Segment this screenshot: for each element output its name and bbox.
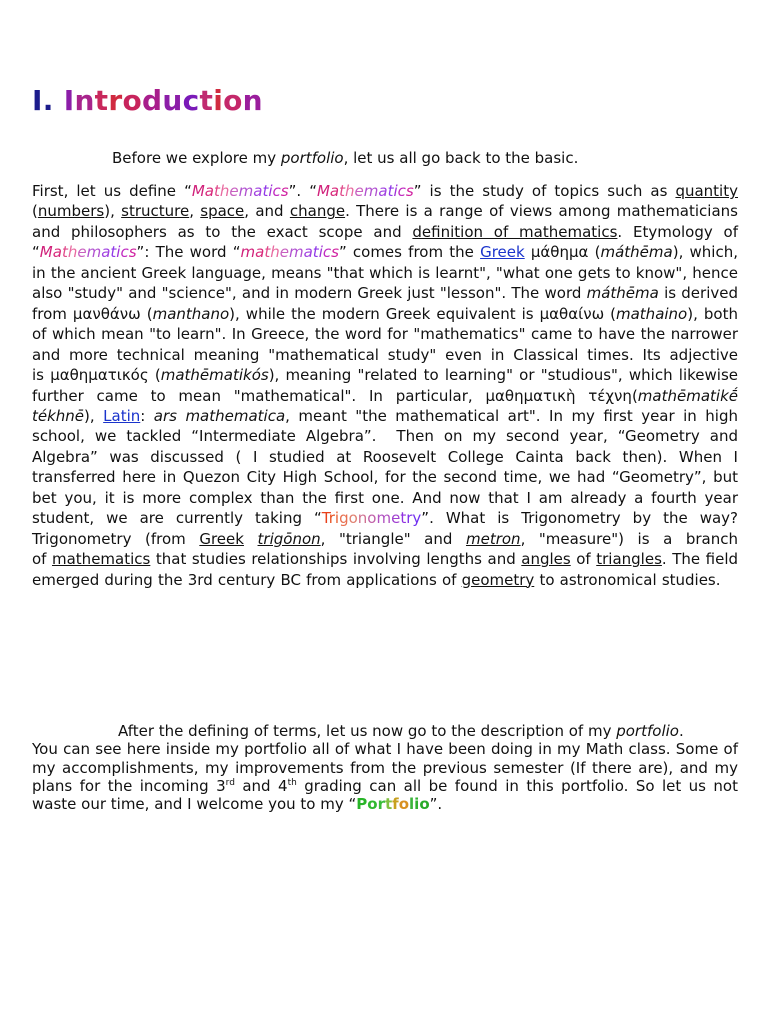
colored-letter: i — [116, 243, 121, 262]
intro-text-before: Before we explore my — [112, 149, 281, 167]
portfolio-description-paragraph — [32, 722, 738, 813]
italic-term: máthēma — [600, 243, 673, 262]
colored-letter: c — [397, 182, 406, 200]
text-run: . The field emerged during the 3rd century BC from applications of — [32, 550, 739, 589]
text-run: of — [570, 550, 597, 569]
text-run: , — [189, 202, 201, 221]
colored-letter: t — [312, 243, 319, 262]
page-title — [32, 84, 263, 117]
text-run: After the defining of terms, let us now go to the description of my — [118, 722, 617, 740]
text-run: that studies relationships involving lengths and — [150, 550, 522, 569]
colored-letter: h — [219, 182, 230, 200]
italic-term: portfolio — [616, 722, 679, 740]
text-run: ), which, in the ancient Greek language, means "that which is learnt", "what one gets to know", hence also "study" and "science", and in modern Greek just "lesson". The word — [32, 243, 738, 303]
colored-letter: M — [39, 243, 53, 262]
colored-letter: c — [182, 84, 200, 117]
colored-letter: o — [348, 509, 358, 528]
colored-letter: c — [272, 182, 281, 200]
metron-link[interactable]: metron — [465, 529, 521, 548]
colored-letter: i — [318, 243, 323, 262]
colored-letter: s — [331, 243, 339, 262]
text-run: to astronomical studies. — [534, 570, 721, 589]
colored-letter: y — [412, 509, 422, 528]
colored-letter: i — [393, 182, 398, 200]
italic-term: mathēmatikḗ tékhnē — [32, 386, 738, 425]
text-run: ”: The word “ — [136, 243, 241, 262]
text-run: . — [678, 722, 684, 740]
colored-letter: t — [61, 243, 68, 262]
italic-term: ars mathematica — [153, 406, 286, 425]
colored-letter: r — [108, 84, 123, 117]
colored-letter: h — [345, 182, 355, 200]
angles-link[interactable]: angles — [521, 550, 571, 569]
colored-letter: I — [63, 84, 75, 117]
mathematics-link[interactable]: mathematics — [52, 550, 151, 569]
colored-letter: t — [94, 84, 109, 117]
change-link[interactable]: change — [289, 202, 346, 221]
colored-letter: t — [214, 182, 220, 200]
colored-letter: t — [262, 182, 269, 200]
colored-letter: a — [253, 182, 263, 200]
colored-letter: c — [120, 243, 129, 262]
colored-letter: a — [255, 243, 265, 262]
colored-letter: d — [142, 84, 163, 117]
portfolio-colored-word — [356, 795, 429, 813]
colored-letter: n — [357, 509, 368, 528]
mathematics-colored-word — [40, 243, 137, 261]
colored-letter: t — [199, 84, 214, 117]
colored-letter: a — [329, 182, 340, 200]
greek-link[interactable]: Greek — [480, 243, 525, 262]
text-run: First, let us define “ — [32, 182, 192, 200]
colored-letter: i — [414, 795, 420, 814]
colored-letter: i — [213, 84, 224, 117]
text-run: ”. What is Trigonometry by the way? Trigonometry (from — [32, 509, 738, 548]
colored-letter: n — [242, 84, 263, 117]
colored-letter: h — [270, 243, 280, 262]
intro-line — [112, 148, 578, 168]
colored-letter: s — [280, 182, 289, 200]
text-run — [244, 530, 258, 548]
italic-term: mathaino — [616, 304, 688, 323]
text-run: . There is a range of views among mathematicians and philosophers as to the exact scope and — [32, 202, 738, 241]
text-run: , and — [244, 202, 290, 221]
colored-letter: h — [67, 243, 78, 262]
text-run: ), — [84, 406, 104, 425]
colored-letter: o — [398, 795, 409, 814]
colored-letter: e — [77, 243, 87, 262]
structure-link[interactable]: structure — [121, 202, 190, 221]
intro-portfolio-word: portfolio — [280, 149, 344, 167]
colored-letter: s — [128, 243, 137, 262]
colored-letter: n — [74, 84, 95, 117]
colored-letter: m — [240, 243, 256, 262]
colored-letter: T — [321, 509, 329, 528]
colored-letter: e — [354, 182, 364, 200]
colored-letter: M — [316, 182, 330, 200]
colored-letter: r — [328, 509, 335, 528]
colored-letter: a — [204, 182, 214, 200]
text-run: ), both of which mean "to learn". In Greece, the word for "mathematics" came to have the narrower and more technical meaning "mathematical study" even in Classical times. Its adjective is μαθηματικός ( — [32, 304, 738, 385]
colored-letter: o — [223, 84, 243, 117]
colored-letter: m — [376, 509, 392, 528]
mathematics-definition-paragraph — [32, 181, 738, 590]
colored-letter: f — [392, 795, 399, 814]
text-run: , "measure") is a branch of — [32, 529, 739, 569]
quantity-link[interactable]: quantity — [675, 182, 738, 200]
colored-letter: i — [268, 182, 273, 200]
colored-letter: t — [400, 509, 407, 528]
colored-letter: a — [101, 243, 111, 262]
colored-letter: r — [377, 795, 385, 814]
text-run: ” is the study of topics such as — [413, 182, 676, 200]
text-run: ), — [104, 202, 122, 221]
trigonon-link[interactable]: trigōnon — [257, 529, 321, 548]
text-run: is derived from μανθάνω ( — [32, 284, 738, 323]
colored-letter: o — [367, 509, 377, 528]
intro-text-after: , let us all go back to the basic. — [343, 149, 579, 167]
colored-letter: o — [367, 795, 378, 814]
colored-letter: e — [229, 182, 239, 200]
text-run: ), meaning "related to learning" or "studious", which likewise further came to mean "mathematical". In particular, μαθηματικὴ τέχνη( — [32, 366, 738, 405]
text-run: grading can all be found in this portfolio. So let us not waste our time, and I welcome you to my “ — [32, 776, 738, 814]
mathematics-colored-word — [192, 182, 289, 200]
colored-letter: u — [162, 84, 183, 117]
colored-letter: e — [391, 509, 401, 528]
latin-link[interactable]: Latin — [103, 406, 141, 425]
colored-letter: s — [405, 182, 414, 200]
text-run: ”. — [429, 795, 443, 814]
text-run: , meant "the mathematical art". In my first year in high school, we tackled “Intermediate Algebra”. Then on my second year, “Geometry and Algebra” was discussed ( I studied at Roosevelt College Cainta back then). When I transferred here in Quezon City High School, for the second time, we had “Geometry”, but bet you, it is more complex than the first one. And now that I am already a fourth year student, we are currently taking “ — [32, 406, 738, 528]
text-run: and 4 — [234, 776, 288, 795]
text-run: ” comes from the — [338, 243, 481, 262]
italic-term: máthēma — [586, 284, 659, 303]
text-run: , "triangle" and — [320, 529, 466, 548]
colored-letter: a — [52, 243, 62, 262]
italic-term: mathēmatikós — [160, 366, 269, 385]
colored-letter: o — [419, 795, 430, 814]
text-run: ), while the modern Greek equivalent is μαθαίνω ( — [229, 304, 616, 323]
section-number: I. — [32, 84, 54, 117]
colored-letter: e — [279, 243, 289, 262]
text-run: You can see here inside my portfolio all of what I have been doing in my Math class. Some of my accomplishments, my improvements from the previous semester (If there are), and my plans for the incoming 3 — [32, 740, 738, 795]
section-title — [64, 84, 263, 117]
mathematics-colored-word — [241, 243, 339, 261]
colored-letter: P — [356, 795, 368, 814]
colored-letter: c — [322, 243, 332, 262]
colored-letter: t — [264, 243, 271, 262]
colored-letter: r — [406, 509, 413, 528]
colored-letter: M — [191, 182, 205, 200]
colored-letter: a — [303, 243, 313, 262]
colored-letter: m — [238, 182, 254, 200]
greek-link-2[interactable]: Greek — [199, 529, 244, 548]
colored-letter: m — [86, 243, 102, 262]
colored-letter: a — [378, 182, 388, 200]
geometry-link[interactable]: geometry — [461, 570, 535, 589]
definition-of-mathematics-link[interactable]: definition of mathematics — [412, 222, 618, 241]
colored-letter: o — [122, 84, 143, 117]
text-run: . Etymology of “ — [32, 222, 738, 262]
space-link[interactable]: space — [200, 202, 245, 221]
triangles-link[interactable]: triangles — [596, 550, 662, 569]
colored-letter: t — [387, 182, 394, 200]
text-run: : — [140, 406, 154, 425]
trigonometry-colored-word — [322, 509, 422, 527]
italic-term: manthano — [152, 304, 230, 323]
superscript: rd — [225, 777, 235, 788]
text-run: ”. “ — [288, 182, 317, 200]
colored-letter: t — [384, 795, 393, 814]
colored-letter: m — [288, 243, 304, 262]
colored-letter: m — [363, 182, 379, 200]
colored-letter: g — [339, 509, 349, 528]
text-run: μάθημα ( — [524, 243, 601, 262]
mathematics-colored-word — [317, 182, 414, 200]
superscript: th — [287, 777, 297, 788]
text-run: ( — [32, 202, 38, 221]
colored-letter: t — [110, 243, 117, 262]
colored-letter: i — [334, 509, 340, 528]
numbers-link[interactable]: numbers — [37, 202, 105, 221]
colored-letter: l — [409, 795, 415, 814]
colored-letter: t — [339, 182, 346, 200]
